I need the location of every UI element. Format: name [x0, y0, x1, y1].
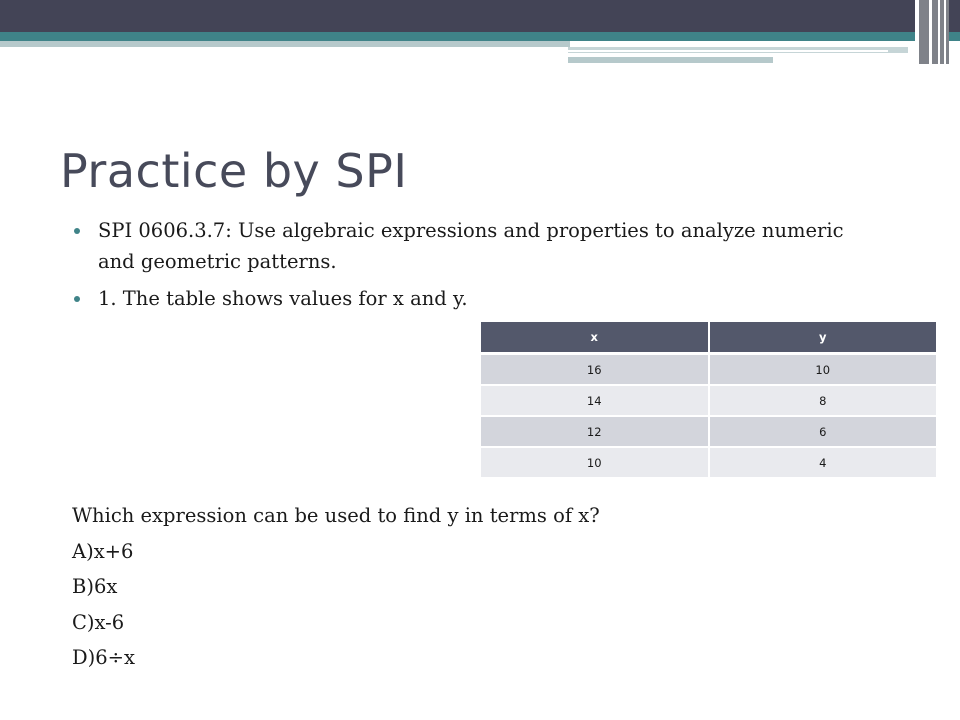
question-text: Which expression can be used to find y in terms of x?: [72, 504, 600, 527]
banner-teal-band: [0, 32, 960, 41]
banner-stripe: [919, 0, 929, 64]
table-cell: 6: [709, 416, 937, 447]
banner-light-band: [0, 41, 570, 47]
answer-option-c: C)x-6: [72, 610, 125, 634]
banner-rule: [568, 50, 888, 52]
column-header-x: x: [481, 322, 709, 354]
table-cell: 8: [709, 385, 937, 416]
table-header-row: [481, 322, 936, 354]
table-row: [481, 416, 936, 447]
table-cell: 10: [709, 354, 937, 386]
banner-light-band: [568, 57, 773, 63]
answer-option-b: B)6x: [72, 575, 118, 598]
table-cell: 16: [481, 354, 709, 386]
table-cell: 4: [709, 447, 937, 477]
table-row: [481, 385, 936, 416]
bullet-list: [72, 215, 872, 320]
column-header-y: y: [709, 322, 937, 354]
banner-dark-band: [0, 0, 960, 32]
slide-title: Practice by SPI: [60, 144, 408, 198]
table-cell: 14: [481, 385, 709, 416]
bullet-item: 1. The table shows values for x and y.: [72, 283, 872, 314]
table-cell: 12: [481, 416, 709, 447]
question-block: [72, 498, 600, 676]
bullet-item: SPI 0606.3.7: Use algebraic expressions and properties to analyze numeric and geometric patterns.: [72, 215, 872, 277]
answer-option-a: A)x+6: [72, 539, 134, 563]
table-row: [481, 447, 936, 477]
table-cell: 10: [481, 447, 709, 477]
banner-stripe: [946, 0, 949, 64]
answer-option-d: D)6÷x: [72, 646, 135, 669]
xy-values-table: [481, 322, 936, 477]
table-row: [481, 354, 936, 386]
